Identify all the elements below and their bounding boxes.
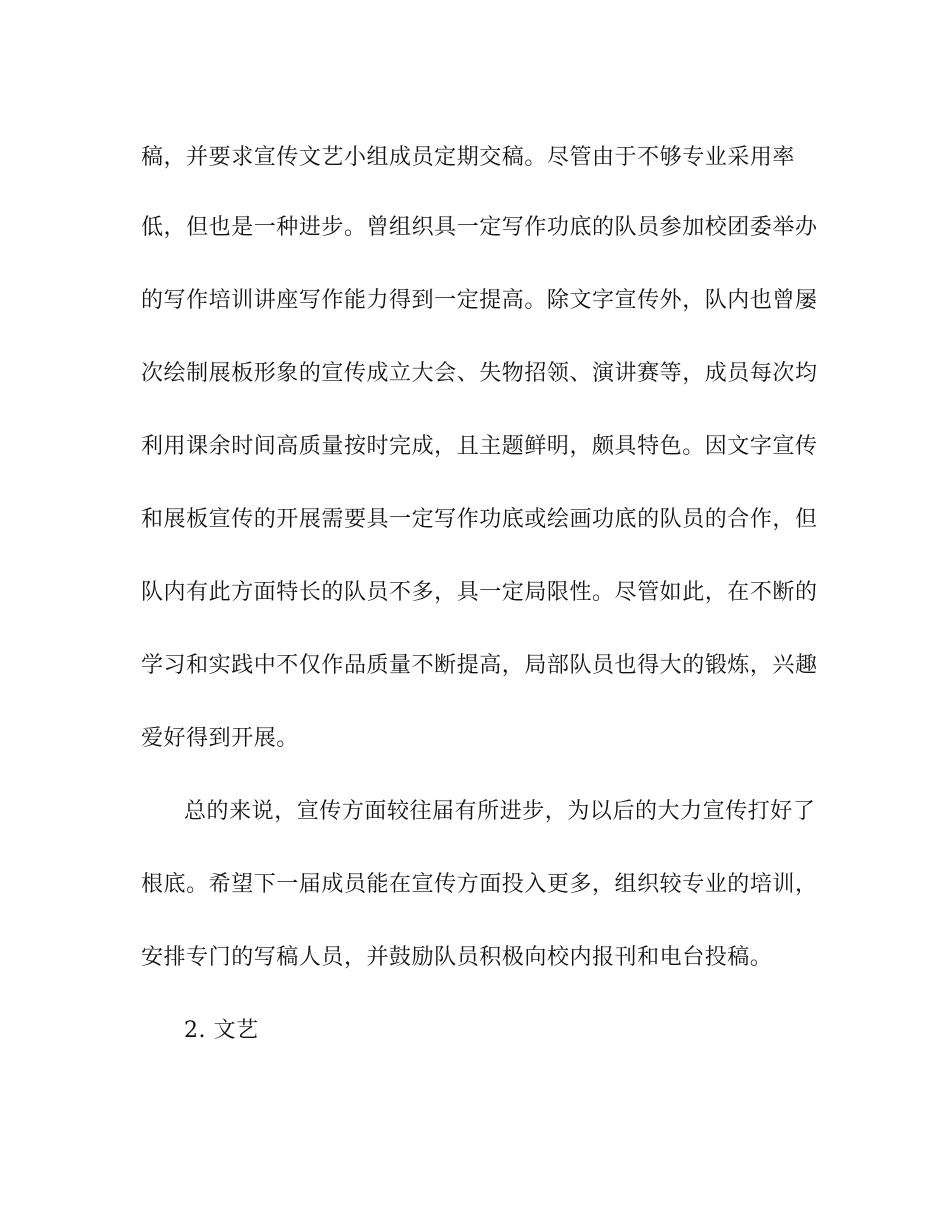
paragraph-line: 利用课余时间高质量按时完成，且主题鲜明，颇具特色。因文字宣传 — [141, 434, 818, 459]
paragraph-line: 次绘制展板形象的宣传成立大会、失物招领、演讲赛等，成员每次均 — [141, 361, 818, 386]
paragraph-line: 低，但也是一种进步。曾组织具一定写作功底的队员参加校团委举办 — [141, 215, 818, 240]
paragraph-line: 总的来说，宣传方面较往届有所进步，为以后的大力宣传打好了 — [184, 799, 816, 824]
section-heading: 2. 文艺 — [184, 1018, 259, 1043]
paragraph-line: 安排专门的写稿人员，并鼓励队员积极向校内报刊和电台投稿。 — [141, 945, 773, 970]
paragraph-line: 队内有此方面特长的队员不多，具一定局限性。尽管如此，在不断的 — [141, 580, 818, 605]
paragraph-line: 学习和实践中不仅作品质量不断提高，局部队员也得大的锻炼，兴趣 — [141, 653, 818, 678]
paragraph-line: 和展板宣传的开展需要具一定写作功底或绘画功底的队员的合作，但 — [141, 507, 818, 532]
paragraph-line: 根底。希望下一届成员能在宣传方面投入更多，组织较专业的培训， — [141, 872, 818, 897]
paragraph-line: 稿，并要求宣传文艺小组成员定期交稿。尽管由于不够专业采用率 — [141, 145, 795, 170]
paragraph-line: 爱好得到开展。 — [141, 726, 299, 751]
paragraph-line: 的写作培训讲座写作能力得到一定提高。除文字宣传外，队内也曾屡 — [141, 288, 818, 313]
